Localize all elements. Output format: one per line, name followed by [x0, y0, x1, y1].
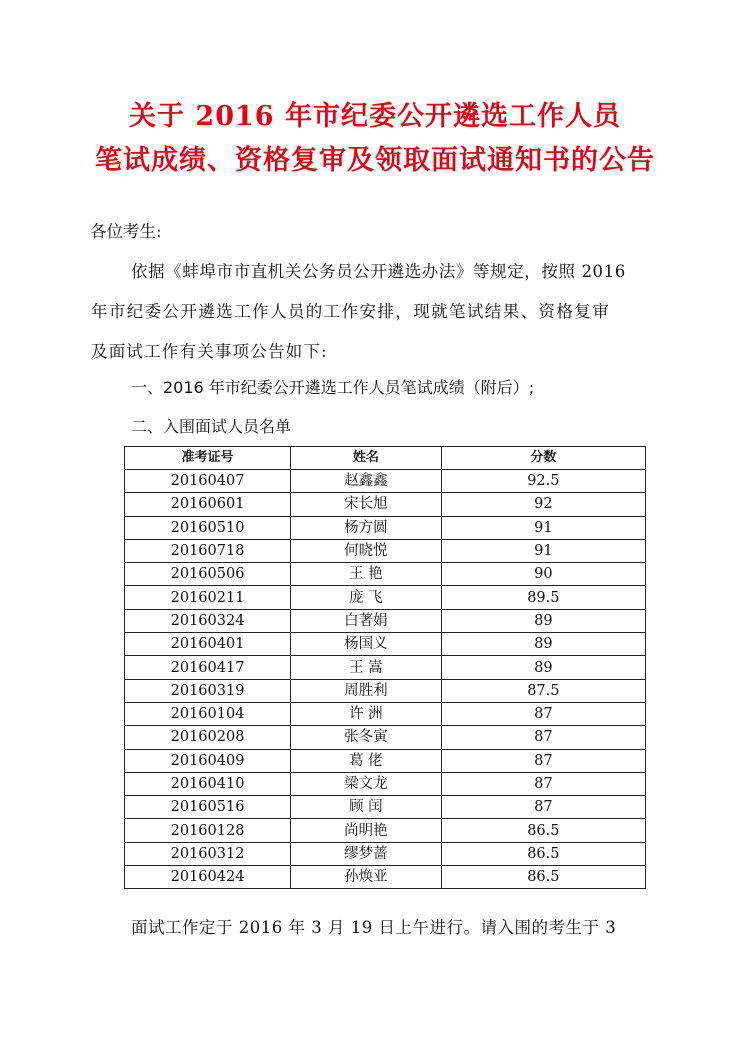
table-row — [125, 772, 646, 795]
intro-paragraph-line-1: 依据《蚌埠市市直机关公务员公开遴选办法》等规定，按照 2016 — [131, 262, 626, 281]
cell-score: 87 — [441, 749, 645, 772]
cell-name: 顾 闰 — [291, 796, 442, 819]
cell-score: 91 — [441, 539, 645, 562]
table-row — [125, 516, 646, 539]
cell-name: 白著娟 — [291, 609, 442, 632]
table-row — [125, 702, 646, 725]
cell-name: 杨国义 — [291, 633, 442, 656]
table-row — [125, 586, 646, 609]
cell-name: 王 嵩 — [291, 656, 442, 679]
cell-name: 张冬寅 — [291, 726, 442, 749]
table-row — [125, 796, 646, 819]
cell-score: 86.5 — [441, 819, 645, 842]
cell-name: 缪梦蔷 — [291, 842, 442, 865]
table-row — [125, 819, 646, 842]
cell-score: 87 — [441, 796, 645, 819]
interview-schedule-text: 面试工作定于 2016 年 3 月 19 日上午进行。请入围的考生于 3 — [131, 918, 617, 937]
cell-score: 89.5 — [441, 586, 645, 609]
cell-exam-id: 20160324 — [125, 609, 291, 632]
cell-name: 周胜利 — [291, 679, 442, 702]
announcement-title-line-1: 关于 2016 年市纪委公开遴选工作人员 — [129, 101, 621, 132]
cell-name: 庞 飞 — [291, 586, 442, 609]
cell-exam-id: 20160104 — [125, 702, 291, 725]
cell-score: 89 — [441, 609, 645, 632]
cell-score: 86.5 — [441, 866, 645, 889]
cell-score: 90 — [441, 563, 645, 586]
cell-score: 87.5 — [441, 679, 645, 702]
cell-name: 杨方圆 — [291, 516, 442, 539]
intro-paragraph-line-2: 年市纪委公开遴选工作人员的工作安排，现就笔试结果、资格复审 — [91, 302, 611, 321]
header-name: 姓名 — [291, 447, 442, 470]
cell-name: 许 洲 — [291, 702, 442, 725]
cell-exam-id: 20160312 — [125, 842, 291, 865]
table-row — [125, 633, 646, 656]
greeting: 各位考生: — [90, 222, 162, 241]
cell-score: 87 — [441, 726, 645, 749]
cell-score: 87 — [441, 702, 645, 725]
table-row — [125, 609, 646, 632]
section-heading-interview-list: 二、入围面试人员名单 — [131, 417, 292, 436]
cell-exam-id: 20160407 — [125, 470, 291, 493]
cell-name: 孙焕亚 — [291, 866, 442, 889]
cell-score: 92.5 — [441, 470, 645, 493]
cell-score: 87 — [441, 772, 645, 795]
cell-exam-id: 20160410 — [125, 772, 291, 795]
section-heading-written-scores: 一、2016 年市纪委公开遴选工作人员笔试成绩（附后）; — [131, 378, 535, 397]
intro-paragraph-line-3: 及面试工作有关事项公告如下: — [91, 342, 328, 361]
table-body — [125, 470, 646, 889]
cell-exam-id: 20160510 — [125, 516, 291, 539]
table-row — [125, 866, 646, 889]
cell-name: 梁文龙 — [291, 772, 442, 795]
cell-score: 89 — [441, 656, 645, 679]
table-row — [125, 563, 646, 586]
table-row — [125, 679, 646, 702]
cell-score: 92 — [441, 493, 645, 516]
cell-score: 91 — [441, 516, 645, 539]
table-header-row — [125, 447, 646, 470]
cell-exam-id: 20160401 — [125, 633, 291, 656]
cell-name: 王 艳 — [291, 563, 442, 586]
cell-exam-id: 20160506 — [125, 563, 291, 586]
cell-exam-id: 20160128 — [125, 819, 291, 842]
table-row — [125, 539, 646, 562]
table-row — [125, 749, 646, 772]
table-row — [125, 726, 646, 749]
table-row — [125, 493, 646, 516]
table-row — [125, 842, 646, 865]
cell-exam-id: 20160417 — [125, 656, 291, 679]
cell-score: 86.5 — [441, 842, 645, 865]
cell-name: 葛 佬 — [291, 749, 442, 772]
cell-exam-id: 20160208 — [125, 726, 291, 749]
cell-score: 89 — [441, 633, 645, 656]
header-exam-id: 准考证号 — [125, 447, 291, 470]
cell-name: 何晓悦 — [291, 539, 442, 562]
table-row — [125, 656, 646, 679]
announcement-title-line-2: 笔试成绩、资格复审及领取面试通知书的公告 — [95, 145, 655, 176]
header-score: 分数 — [441, 447, 645, 470]
cell-exam-id: 20160601 — [125, 493, 291, 516]
cell-name: 尚明艳 — [291, 819, 442, 842]
cell-exam-id: 20160319 — [125, 679, 291, 702]
interview-candidates-table — [124, 446, 646, 889]
cell-exam-id: 20160211 — [125, 586, 291, 609]
cell-exam-id: 20160424 — [125, 866, 291, 889]
cell-name: 宋长旭 — [291, 493, 442, 516]
table-row — [125, 470, 646, 493]
cell-name: 赵鑫鑫 — [291, 470, 442, 493]
cell-exam-id: 20160409 — [125, 749, 291, 772]
cell-exam-id: 20160516 — [125, 796, 291, 819]
cell-exam-id: 20160718 — [125, 539, 291, 562]
